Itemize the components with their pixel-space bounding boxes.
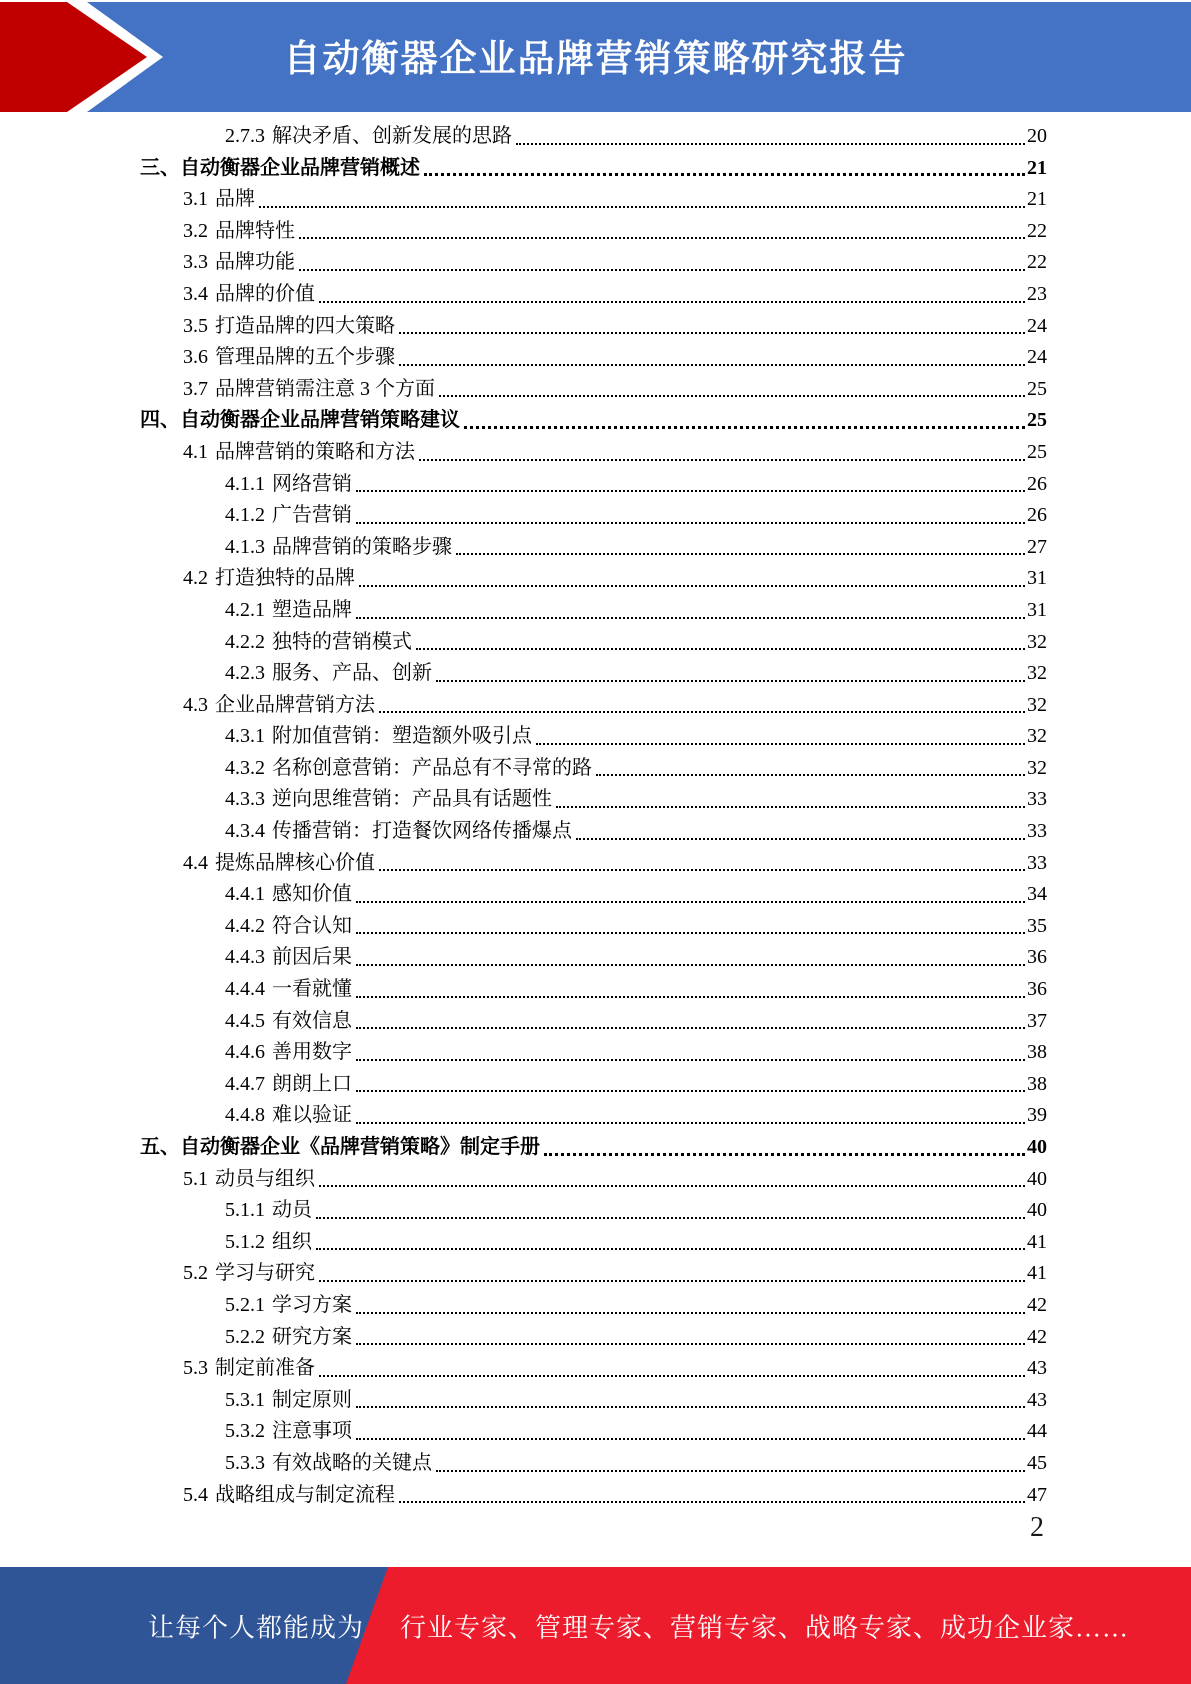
toc-entry-number: 5.3.3 (225, 1451, 265, 1474)
toc-entry-title: 品牌营销的策略和方法 (215, 440, 415, 463)
toc-dotted-leader (356, 1343, 1025, 1345)
toc-entry[interactable] (140, 593, 1047, 625)
toc-dotted-leader (416, 648, 1025, 650)
toc-entry[interactable] (140, 277, 1047, 309)
toc-entry[interactable] (140, 151, 1047, 183)
toc-page-number: 36 (1027, 978, 1047, 1001)
toc-entry-number: 3.5 (183, 314, 208, 337)
toc-dotted-leader (436, 1470, 1025, 1472)
toc-entry-title: 善用数字 (272, 1041, 352, 1064)
toc-entry[interactable] (140, 1351, 1047, 1383)
toc-entry[interactable] (140, 940, 1047, 972)
toc-page-number: 40 (1027, 1136, 1047, 1158)
toc-page-number: 33 (1027, 820, 1047, 843)
toc-page-number: 33 (1027, 788, 1047, 811)
toc-entry-title: 学习方案 (272, 1293, 352, 1316)
toc-dotted-leader (356, 617, 1025, 619)
toc-entry-number: 4.4.5 (225, 1009, 265, 1032)
page-number: 2 (1030, 1512, 1044, 1543)
toc-entry-number: 4.4.3 (225, 946, 265, 969)
toc-entry[interactable] (140, 625, 1047, 657)
toc-entry-number: 4.4.7 (225, 1072, 265, 1095)
toc-entry[interactable] (140, 309, 1047, 341)
header-banner (0, 2, 1191, 112)
toc-entry[interactable] (140, 1320, 1047, 1352)
toc-dotted-leader (319, 1280, 1025, 1282)
toc-entry[interactable] (140, 403, 1047, 435)
toc-dotted-leader (356, 1090, 1025, 1092)
toc-page-number: 47 (1027, 1483, 1047, 1506)
toc-entry-number: 5.1.2 (225, 1230, 265, 1253)
toc-page-number: 25 (1027, 440, 1047, 463)
toc-page-number: 22 (1027, 219, 1047, 242)
toc-page-number: 32 (1027, 725, 1047, 748)
toc-entry[interactable] (140, 719, 1047, 751)
toc-entry-title: 附加值营销：塑造额外吸引点 (272, 725, 532, 748)
toc-entry[interactable] (140, 1288, 1047, 1320)
toc-entry[interactable] (140, 372, 1047, 404)
footer-slogan-left: 让每个人都能成为 (148, 1613, 365, 1642)
toc-page-number: 35 (1027, 914, 1047, 937)
toc-entry[interactable] (140, 1478, 1047, 1510)
toc-entry-title: 感知价值 (272, 883, 352, 906)
toc-entry-title: 制定原则 (272, 1388, 352, 1411)
toc-entry-number: 2.7.3 (225, 125, 265, 147)
toc-entry-title: 难以验证 (272, 1104, 352, 1127)
toc-entry[interactable] (140, 656, 1047, 688)
toc-entry-title: 动员 (272, 1199, 312, 1222)
toc-entry[interactable] (140, 877, 1047, 909)
toc-entry[interactable] (140, 1383, 1047, 1415)
toc-dotted-leader (356, 490, 1025, 492)
toc-dotted-leader (356, 996, 1025, 998)
toc-dotted-leader (299, 237, 1025, 239)
toc-page-number: 25 (1027, 377, 1047, 400)
toc-entry-title: 研究方案 (272, 1325, 352, 1348)
footer-bar (0, 1567, 1191, 1684)
toc-page-number: 21 (1027, 156, 1047, 179)
toc-entry-title: 品牌特性 (215, 219, 295, 242)
toc-entry-title: 独特的营销模式 (272, 630, 412, 653)
toc-entry-title: 动员与组织 (215, 1167, 315, 1190)
toc-entry-title: 品牌营销的策略步骤 (272, 535, 452, 558)
toc-entry-number: 4.4.1 (225, 883, 265, 906)
toc-entry-title: 企业品牌营销方法 (215, 693, 375, 716)
toc-entry-title: 符合认知 (272, 914, 352, 937)
toc-page-number: 42 (1027, 1293, 1047, 1316)
toc-dotted-leader (399, 364, 1025, 366)
toc-page-number: 33 (1027, 851, 1047, 874)
toc-dotted-leader (556, 806, 1025, 808)
toc-entry[interactable] (140, 1414, 1047, 1446)
toc-page-number: 24 (1027, 314, 1047, 337)
toc-page-number: 32 (1027, 662, 1047, 685)
report-title: 自动衡器企业品牌营销策略研究报告 (283, 37, 908, 79)
toc-entry-number: 4.2.2 (225, 630, 265, 653)
toc-dotted-leader (399, 332, 1025, 334)
toc-page-number: 43 (1027, 1357, 1047, 1380)
toc-dotted-leader (319, 1375, 1025, 1377)
toc-entry-title: 品牌的价值 (215, 282, 315, 305)
toc-entry[interactable] (140, 1130, 1047, 1162)
toc-dotted-leader (419, 459, 1025, 461)
toc-page-number: 36 (1027, 946, 1047, 969)
toc-entry-number: 4.1.3 (225, 535, 265, 558)
toc-page-number: 41 (1027, 1262, 1047, 1285)
toc-entry-number: 3.7 (183, 377, 208, 400)
toc-dotted-leader (319, 1185, 1025, 1187)
toc-dotted-leader (436, 680, 1025, 682)
toc-entry-number: 3.3 (183, 251, 208, 274)
toc-page-number: 32 (1027, 756, 1047, 779)
toc-entry-title: 前因后果 (272, 946, 352, 969)
toc-dotted-leader (359, 585, 1025, 587)
toc-entry[interactable] (140, 688, 1047, 720)
toc-entry-number: 5.1 (183, 1167, 208, 1190)
toc-page-number: 31 (1027, 598, 1047, 621)
toc-entry-number: 4.3 (183, 693, 208, 716)
toc-page-number: 37 (1027, 1009, 1047, 1032)
toc-entry-number: 5.3.1 (225, 1388, 265, 1411)
toc-entry[interactable] (140, 467, 1047, 499)
toc-entry-title: 名称创意营销：产品总有不寻常的路 (272, 756, 592, 779)
toc-entry-title: 塑造品牌 (272, 598, 352, 621)
toc-entry-number: 4.4 (183, 851, 208, 874)
toc-entry-number: 3.4 (183, 282, 208, 305)
toc-entry[interactable] (140, 498, 1047, 530)
toc-entry-title: 服务、产品、创新 (272, 662, 432, 685)
toc-page-number: 21 (1027, 188, 1047, 211)
toc-entry-title: 学习与研究 (215, 1262, 315, 1285)
toc-page-number: 40 (1027, 1199, 1047, 1222)
toc-page-number: 38 (1027, 1041, 1047, 1064)
toc-dotted-leader (399, 1501, 1025, 1503)
toc-entry-title: 提炼品牌核心价值 (215, 851, 375, 874)
toc-dotted-leader (259, 206, 1025, 208)
toc-entry[interactable] (140, 182, 1047, 214)
toc-entry[interactable] (140, 1225, 1047, 1257)
toc-entry[interactable] (140, 972, 1047, 1004)
toc-page-number: 23 (1027, 282, 1047, 305)
toc-entry-number: 4.3.3 (225, 788, 265, 811)
toc-dotted-leader (379, 869, 1025, 871)
toc-entry[interactable] (140, 1446, 1047, 1478)
toc-entry[interactable] (140, 435, 1047, 467)
toc-entry[interactable] (140, 561, 1047, 593)
toc-entry-title: 注意事项 (272, 1420, 352, 1443)
toc-dotted-leader (356, 964, 1025, 966)
toc-dotted-leader (299, 269, 1025, 271)
toc-page-number: 32 (1027, 630, 1047, 653)
toc-dotted-leader (536, 743, 1025, 745)
toc-page-number: 24 (1027, 346, 1047, 369)
toc-entry-number: 4.4.4 (225, 978, 265, 1001)
toc-entry[interactable] (140, 1098, 1047, 1130)
toc-entry-number: 4.4.2 (225, 914, 265, 937)
toc-page-number: 41 (1027, 1230, 1047, 1253)
toc-page-number: 43 (1027, 1388, 1047, 1411)
toc-entry-number: 3.6 (183, 346, 208, 369)
toc-page-number: 39 (1027, 1104, 1047, 1127)
toc-entry-title: 解决矛盾、创新发展的思路 (272, 125, 512, 147)
toc-entry-title: 传播营销：打造餐饮网络传播爆点 (272, 820, 572, 843)
toc-page-number: 42 (1027, 1325, 1047, 1348)
toc-page-number: 34 (1027, 883, 1047, 906)
toc-dotted-leader (544, 1153, 1025, 1156)
toc-entry-number: 5.3 (183, 1357, 208, 1380)
toc-dotted-leader (356, 932, 1025, 934)
toc-entry-title: 有效信息 (272, 1009, 352, 1032)
toc-page-number: 32 (1027, 693, 1047, 716)
toc-dotted-leader (356, 522, 1025, 524)
toc-page-number: 25 (1027, 409, 1047, 432)
footer-slogan-right: 行业专家、管理专家、营销专家、战略专家、成功企业家…… (400, 1613, 1130, 1642)
toc-entry[interactable] (140, 909, 1047, 941)
toc-entry-title: 品牌营销需注意 3 个方面 (215, 377, 435, 400)
toc-entry-title: 品牌 (215, 188, 255, 211)
toc-entry-title: 网络营销 (272, 472, 352, 495)
toc-entry[interactable] (140, 214, 1047, 246)
toc-entry-number: 4.1 (183, 440, 208, 463)
toc-entry[interactable] (140, 1067, 1047, 1099)
toc-page-number: 20 (1027, 125, 1047, 147)
toc-page-number: 26 (1027, 472, 1047, 495)
toc-entry-title: 组织 (272, 1230, 312, 1253)
toc-entry-number: 5.2 (183, 1262, 208, 1285)
toc-entry-number: 五、 (140, 1136, 180, 1158)
toc-dotted-leader (424, 173, 1025, 176)
toc-entry[interactable] (140, 1193, 1047, 1225)
toc-entry-title: 战略组成与制定流程 (215, 1483, 395, 1506)
toc-entry-title: 有效战略的关键点 (272, 1451, 432, 1474)
toc-entry[interactable] (140, 1004, 1047, 1036)
toc-entry-title: 制定前准备 (215, 1357, 315, 1380)
toc-dotted-leader (516, 143, 1025, 145)
toc-entry-title: 广告营销 (272, 504, 352, 527)
toc-dotted-leader (356, 1027, 1025, 1029)
toc-page-number: 38 (1027, 1072, 1047, 1095)
toc-list (140, 119, 1047, 1509)
toc-entry-number: 4.3.4 (225, 820, 265, 843)
toc-page-number: 45 (1027, 1451, 1047, 1474)
toc-dotted-leader (356, 1406, 1025, 1408)
toc-entry-number: 4.3.2 (225, 756, 265, 779)
toc-entry[interactable] (140, 782, 1047, 814)
toc-entry-title: 品牌功能 (215, 251, 295, 274)
toc-entry-number: 5.3.2 (225, 1420, 265, 1443)
toc-dotted-leader (356, 1059, 1025, 1061)
toc-entry-number: 5.1.1 (225, 1199, 265, 1222)
toc-dotted-leader (464, 426, 1025, 429)
toc-entry-number: 5.2.2 (225, 1325, 265, 1348)
toc-entry[interactable] (140, 846, 1047, 878)
toc-page-number: 22 (1027, 251, 1047, 274)
toc-page-number: 27 (1027, 535, 1047, 558)
toc-entry-title: 自动衡器企业《品牌营销策略》制定手册 (180, 1136, 540, 1158)
toc-dotted-leader (319, 301, 1025, 303)
toc-dotted-leader (356, 1438, 1025, 1440)
toc-entry-number: 四、 (140, 409, 180, 432)
toc-entry-number: 3.2 (183, 219, 208, 242)
toc-entry-title: 朗朗上口 (272, 1072, 352, 1095)
toc-dotted-leader (379, 711, 1025, 713)
toc-entry-number: 4.4.6 (225, 1041, 265, 1064)
toc-dotted-leader (356, 1122, 1025, 1124)
toc-entry-number: 三、 (140, 156, 180, 179)
toc-dotted-leader (356, 901, 1025, 903)
toc-entry[interactable] (140, 245, 1047, 277)
toc-entry[interactable] (140, 1256, 1047, 1288)
toc-entry[interactable] (140, 1035, 1047, 1067)
toc-entry-title: 自动衡器企业品牌营销概述 (180, 156, 420, 179)
toc-entry-number: 4.2 (183, 567, 208, 590)
toc-entry-title: 一看就懂 (272, 978, 352, 1001)
toc-dotted-leader (316, 1217, 1025, 1219)
toc-entry-title: 管理品牌的五个步骤 (215, 346, 395, 369)
toc-entry[interactable] (140, 1162, 1047, 1194)
toc-entry-number: 5.4 (183, 1483, 208, 1506)
toc-entry-title: 打造独特的品牌 (215, 567, 355, 590)
toc-dotted-leader (316, 1248, 1025, 1250)
toc-dotted-leader (439, 395, 1025, 397)
toc-entry-title: 自动衡器企业品牌营销策略建议 (180, 409, 460, 432)
toc-entry-number: 4.1.2 (225, 504, 265, 527)
toc-page-number: 40 (1027, 1167, 1047, 1190)
toc-entry-title: 打造品牌的四大策略 (215, 314, 395, 337)
toc-entry[interactable] (140, 814, 1047, 846)
toc-dotted-leader (456, 553, 1025, 555)
toc-dotted-leader (356, 1312, 1025, 1314)
toc-entry-number: 4.3.1 (225, 725, 265, 748)
toc-entry[interactable] (140, 119, 1047, 151)
toc-entry[interactable] (140, 340, 1047, 372)
toc-page-number: 26 (1027, 504, 1047, 527)
toc-entry-number: 3.1 (183, 188, 208, 211)
toc-page-number: 44 (1027, 1420, 1047, 1443)
toc-entry-number: 5.2.1 (225, 1293, 265, 1316)
toc-dotted-leader (576, 838, 1025, 840)
toc-entry[interactable] (140, 530, 1047, 562)
toc-entry-number: 4.2.3 (225, 662, 265, 685)
toc-entry[interactable] (140, 751, 1047, 783)
toc-entry-number: 4.1.1 (225, 472, 265, 495)
toc-page-number: 31 (1027, 567, 1047, 590)
toc-entry-number: 4.2.1 (225, 598, 265, 621)
toc-dotted-leader (596, 774, 1025, 776)
toc-entry-title: 逆向思维营销：产品具有话题性 (272, 788, 552, 811)
toc-entry-number: 4.4.8 (225, 1104, 265, 1127)
